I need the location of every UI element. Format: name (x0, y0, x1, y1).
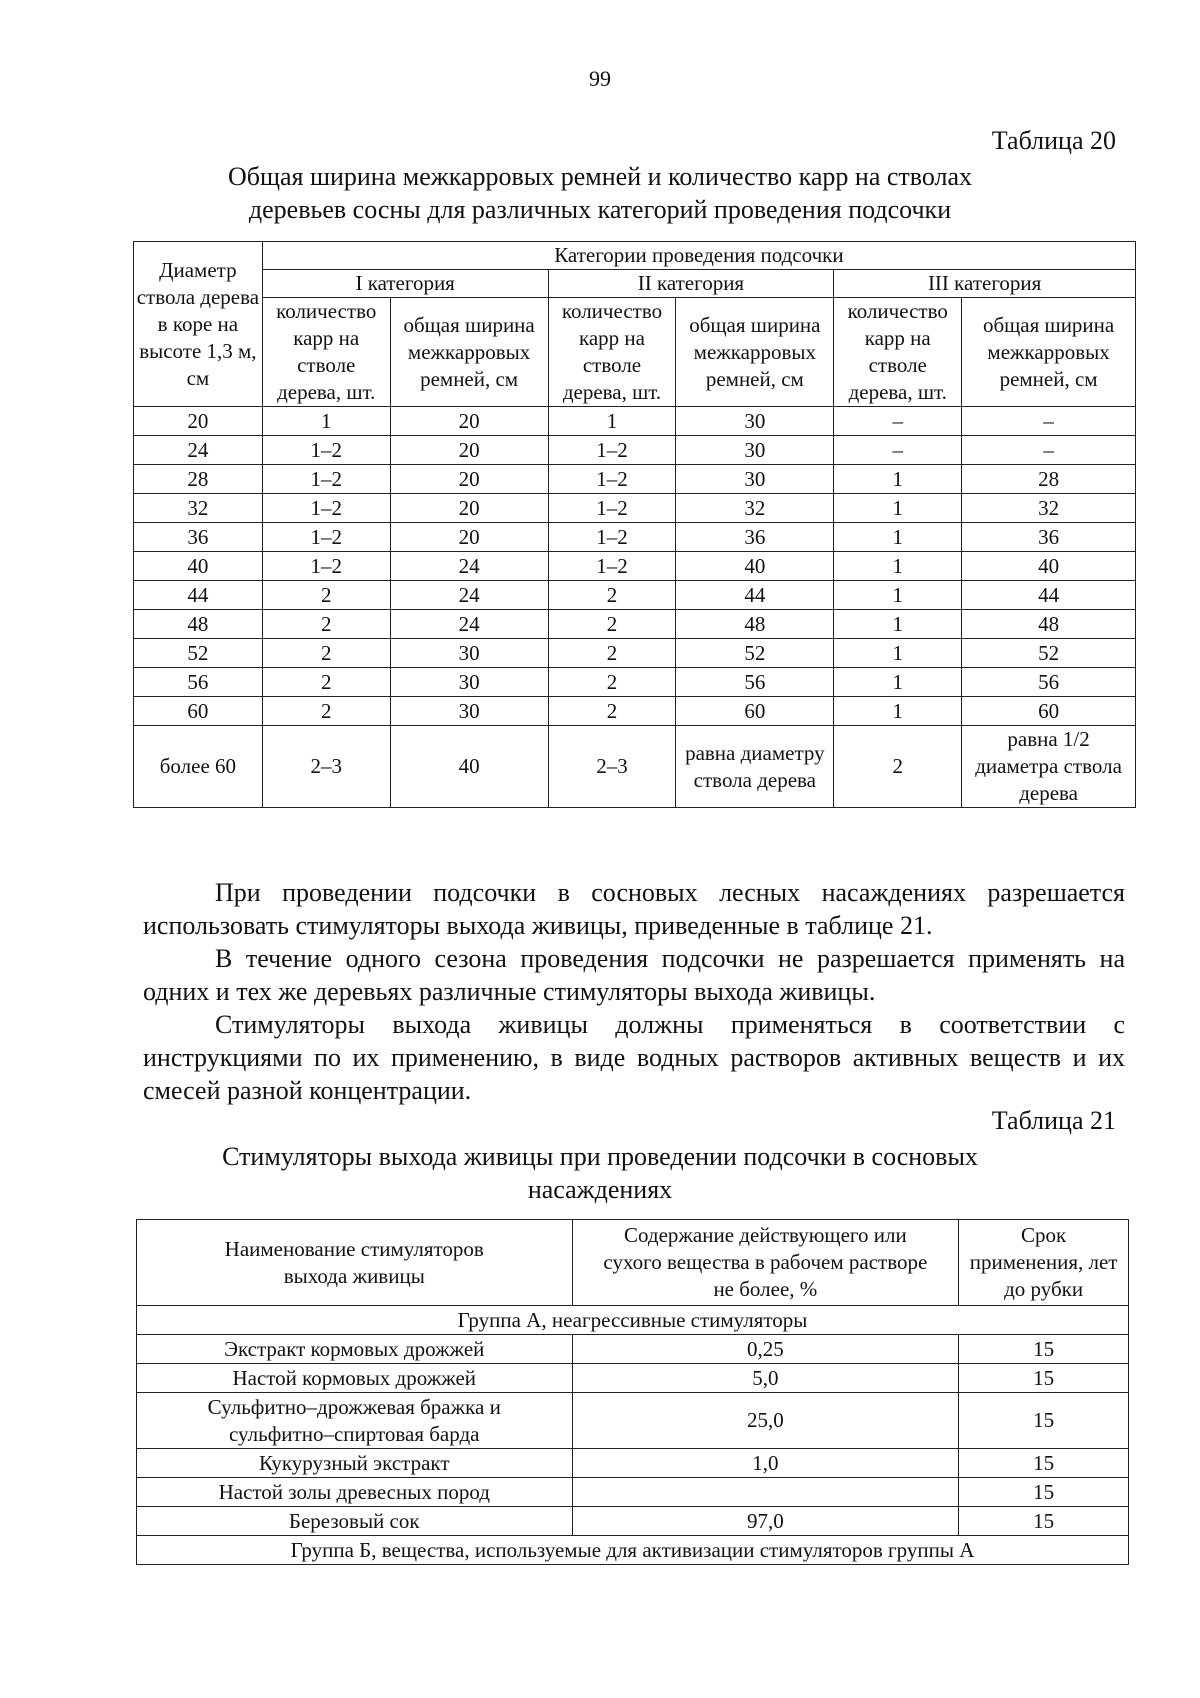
table-cell (572, 1478, 959, 1507)
table-cell: 40 (134, 552, 263, 581)
table-cell: 2 (548, 581, 676, 610)
header-width: общая ширина межкарровых ремней, см (962, 298, 1136, 407)
table-cell: 30 (390, 697, 548, 726)
table-cell: 20 (390, 523, 548, 552)
table-row (134, 726, 1136, 808)
table-row (137, 1507, 1129, 1536)
header-category-3: III категория (834, 270, 1136, 298)
table-cell: 2 (548, 639, 676, 668)
table-cell: – (834, 436, 962, 465)
table-cell: 1–2 (548, 436, 676, 465)
table-cell: – (834, 407, 962, 436)
table-cell: 15 (959, 1449, 1129, 1478)
table-cell: 1–2 (262, 465, 390, 494)
table-cell: 32 (676, 494, 834, 523)
table-cell: 20 (390, 407, 548, 436)
header-stimulator-name: Наименование стимуляторов выхода живицы (137, 1220, 573, 1306)
table-cell: 15 (959, 1478, 1129, 1507)
table-cell: 1 (834, 523, 962, 552)
table-cell: 2 (262, 668, 390, 697)
header-diameter: Диаметр ствола дерева в коре на высоте 1,3 м, см (134, 242, 263, 407)
table-row (134, 668, 1136, 697)
table-cell: 44 (962, 581, 1136, 610)
table-cell: 52 (134, 639, 263, 668)
table-cell: 1–2 (262, 552, 390, 581)
table-cell: 40 (676, 552, 834, 581)
table-cell: 56 (676, 668, 834, 697)
table-21-label: Таблица 21 (991, 1106, 1116, 1135)
table-cell: 30 (676, 465, 834, 494)
table-cell: 2 (548, 668, 676, 697)
table-cell: 30 (676, 436, 834, 465)
table-cell: Настой кормовых дрожжей (137, 1364, 573, 1393)
header-categories: Категории проведения подсочки (262, 242, 1135, 270)
table-cell: 1 (834, 581, 962, 610)
table-cell: 25,0 (572, 1393, 959, 1449)
table-cell: – (962, 407, 1136, 436)
header-count: количество карр на стволе дерева, шт. (834, 298, 962, 407)
table-cell: 30 (676, 407, 834, 436)
table-cell: 48 (676, 610, 834, 639)
table-cell: 15 (959, 1364, 1129, 1393)
table-cell: 24 (390, 552, 548, 581)
table-20-label: Таблица 20 (991, 126, 1116, 155)
table-cell: 15 (959, 1393, 1129, 1449)
header-width: общая ширина межкарровых ремней, см (676, 298, 834, 407)
table-cell: 2 (548, 610, 676, 639)
table-cell: 32 (962, 494, 1136, 523)
table-cell: 30 (390, 639, 548, 668)
table-cell: 2 (262, 639, 390, 668)
table-cell: 24 (134, 436, 263, 465)
table-cell: 32 (134, 494, 263, 523)
table-row (134, 407, 1136, 436)
table-cell: 97,0 (572, 1507, 959, 1536)
table-row (134, 581, 1136, 610)
table-cell: 2 (262, 581, 390, 610)
header-content: Содержание действующего или сухого вещества в рабочем растворе не более, % (572, 1220, 959, 1306)
header-term: Срок применения, лет до рубки (959, 1220, 1129, 1306)
table-cell: 30 (390, 668, 548, 697)
table-21-title-line: Стимуляторы выхода живицы при проведении подсочки в сосновых (222, 1142, 978, 1171)
table-21-title (150, 1140, 1050, 1206)
table-row (134, 436, 1136, 465)
table-cell: 24 (390, 610, 548, 639)
table-cell: 1–2 (262, 494, 390, 523)
paragraph: В течение одного сезона проведения подсочки не разрешается применять на одних и тех же деревьях различные стимуляторы выхода живицы. (143, 944, 1125, 1006)
table-cell: 60 (962, 697, 1136, 726)
table-cell: 52 (676, 639, 834, 668)
table-cell: 48 (962, 610, 1136, 639)
group-a-row: Группа А, неагрессивные стимуляторы (137, 1306, 1129, 1335)
table-cell: 20 (134, 407, 263, 436)
table-cell: 36 (134, 523, 263, 552)
table-cell: равна диаметру ствола дерева (676, 726, 834, 808)
header-width: общая ширина межкарровых ремней, см (390, 298, 548, 407)
table-cell: 60 (676, 697, 834, 726)
table-row (134, 610, 1136, 639)
group-b-row: Группа Б, вещества, используемые для активизации стимуляторов группы А (137, 1536, 1129, 1565)
table-21-title-line: насаждениях (527, 1175, 673, 1204)
table-cell: 2 (262, 697, 390, 726)
table-cell: 1,0 (572, 1449, 959, 1478)
table-cell: Экстракт кормовых дрожжей (137, 1335, 573, 1364)
table-cell: 2 (262, 610, 390, 639)
table-20-title-line: деревьев сосны для различных категорий проведения подсочки (248, 195, 952, 224)
table-cell: 2–3 (548, 726, 676, 808)
table-cell: 1–2 (548, 465, 676, 494)
table-20-title (150, 160, 1050, 226)
table-cell: 2 (834, 726, 962, 808)
table-cell: 1 (834, 668, 962, 697)
table-cell: 1–2 (548, 552, 676, 581)
header-category-2: II категория (548, 270, 834, 298)
table-cell: 44 (676, 581, 834, 610)
table-cell: 40 (390, 726, 548, 808)
table-cell: 52 (962, 639, 1136, 668)
table-cell: Настой золы древесных пород (137, 1478, 573, 1507)
table-cell: 20 (390, 465, 548, 494)
table-cell: 15 (959, 1507, 1129, 1536)
table-cell: 1 (262, 407, 390, 436)
table-cell: более 60 (134, 726, 263, 808)
table-cell: Березовый сок (137, 1507, 573, 1536)
table-row (137, 1449, 1129, 1478)
table-row (134, 465, 1136, 494)
table-row (137, 1478, 1129, 1507)
header-count: количество карр на стволе дерева, шт. (548, 298, 676, 407)
table-cell: 44 (134, 581, 263, 610)
table-cell: 28 (962, 465, 1136, 494)
page-number: 99 (589, 66, 611, 91)
table-cell: 36 (962, 523, 1136, 552)
table-cell: 60 (134, 697, 263, 726)
table-20 (133, 241, 1136, 808)
table-cell: 1–2 (548, 523, 676, 552)
table-cell: 48 (134, 610, 263, 639)
table-cell: равна 1/2 диаметра ствола дерева (962, 726, 1136, 808)
table-cell: 0,25 (572, 1335, 959, 1364)
table-cell: 28 (134, 465, 263, 494)
table-cell: 1 (834, 465, 962, 494)
table-cell: 2 (548, 697, 676, 726)
table-cell: 1–2 (548, 494, 676, 523)
table-cell: 1 (834, 610, 962, 639)
table-cell: 1–2 (262, 523, 390, 552)
table-20-title-line: Общая ширина межкарровых ремней и количество карр на стволах (227, 162, 973, 191)
table-cell: 1–2 (262, 436, 390, 465)
table-cell: 1 (834, 697, 962, 726)
table-cell: 2–3 (262, 726, 390, 808)
table-21 (136, 1219, 1129, 1565)
table-cell: 40 (962, 552, 1136, 581)
paragraph: При проведении подсочки в сосновых лесных насаждениях разрешается использовать стимуляторы выхода живицы, приведенные в таблице 21. (143, 878, 1125, 940)
header-count: количество карр на стволе дерева, шт. (262, 298, 390, 407)
table-row (137, 1364, 1129, 1393)
table-cell: 1 (834, 494, 962, 523)
table-row (134, 639, 1136, 668)
table-row (134, 552, 1136, 581)
table-cell: 56 (962, 668, 1136, 697)
table-cell: 36 (676, 523, 834, 552)
table-cell: 5,0 (572, 1364, 959, 1393)
table-row (134, 523, 1136, 552)
table-cell: Сульфитно–дрожжевая бражка и сульфитно–спиртовая барда (137, 1393, 573, 1449)
table-cell: 56 (134, 668, 263, 697)
table-cell: – (962, 436, 1136, 465)
header-category-1: I категория (262, 270, 548, 298)
table-cell: 20 (390, 436, 548, 465)
table-cell: Кукурузный экстракт (137, 1449, 573, 1478)
table-cell: 24 (390, 581, 548, 610)
table-cell: 1 (834, 639, 962, 668)
table-row (137, 1393, 1129, 1449)
table-row (134, 697, 1136, 726)
table-row (134, 494, 1136, 523)
table-row (137, 1335, 1129, 1364)
table-cell: 20 (390, 494, 548, 523)
paragraph: Стимуляторы выхода живицы должны применяться в соответствии с инструкциями по их применению, в виде водных растворов активных веществ и их смесей разной концентрации. (143, 1010, 1125, 1105)
table-cell: 1 (834, 552, 962, 581)
table-cell: 15 (959, 1335, 1129, 1364)
table-cell: 1 (548, 407, 676, 436)
